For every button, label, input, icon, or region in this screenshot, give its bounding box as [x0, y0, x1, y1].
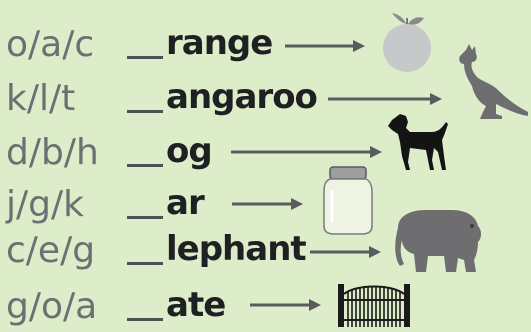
answer-blank[interactable] — [127, 318, 163, 321]
dog-icon — [388, 112, 452, 178]
arrow-icon — [285, 40, 365, 52]
arrow-icon — [232, 198, 304, 210]
orange-icon — [378, 10, 438, 76]
word-ending: range — [166, 23, 273, 63]
row-elephant — [0, 226, 531, 276]
letter-choices: c/e/g — [6, 230, 96, 271]
answer-blank[interactable] — [127, 262, 163, 265]
word-ending: ar — [166, 183, 204, 223]
word-ending: og — [166, 131, 212, 171]
answer-blank[interactable] — [127, 56, 163, 59]
row-dog — [0, 128, 531, 178]
letter-choices: g/o/a — [6, 286, 98, 327]
answer-blank[interactable] — [127, 110, 163, 113]
word-ending: ate — [166, 285, 226, 325]
arrow-icon — [328, 93, 443, 105]
kangaroo-icon — [456, 44, 531, 124]
letter-choices: d/b/h — [6, 132, 99, 173]
arrow-icon — [250, 299, 322, 311]
arrow-icon — [231, 146, 383, 158]
answer-blank[interactable] — [127, 216, 163, 219]
row-orange — [0, 20, 531, 70]
letter-choices: j/g/k — [6, 184, 84, 225]
gate-icon — [338, 276, 410, 331]
letter-choices: o/a/c — [6, 24, 95, 65]
letter-choices: k/l/t — [6, 78, 76, 119]
word-ending: angaroo — [166, 77, 317, 117]
arrow-icon — [310, 246, 382, 258]
word-ending: lephant — [166, 229, 306, 269]
elephant-icon — [392, 208, 484, 278]
answer-blank[interactable] — [127, 164, 163, 167]
row-gate — [0, 282, 531, 332]
